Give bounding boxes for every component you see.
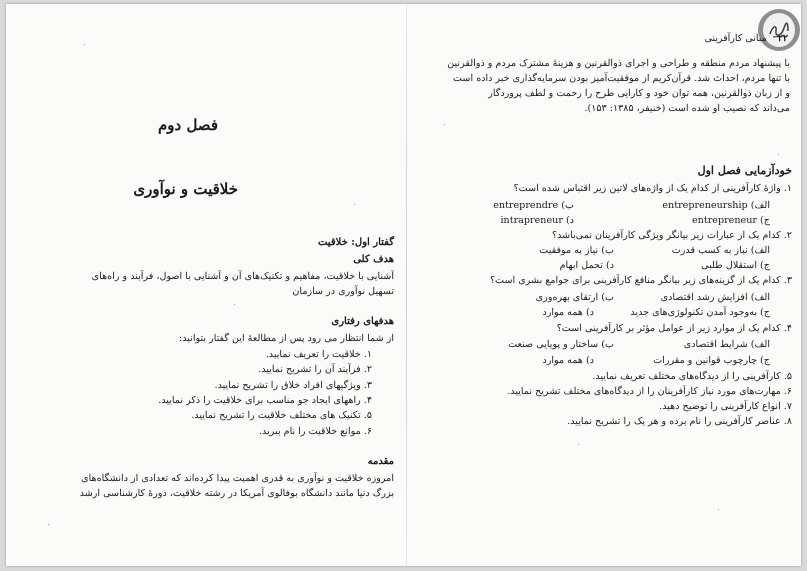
intro-line-2: بزرگ دنیا مانند دانشگاه بوفالوی آمریکا در رشته خلاقیت، دورهٔ کارشناسی ارشد: [79, 488, 394, 499]
question-1-option-c: ج) entrepreneur: [691, 215, 770, 226]
behavioral-goal-item: ۴. راههای ایجاد جو مناسب برای خلاقیت را ذکر نمایید.: [158, 395, 372, 406]
question-3-option-a: الف) افزایش رشد اقتصادی: [660, 292, 770, 303]
question-4-option-c: ج) چارچوب قوانین و مقررات: [653, 355, 770, 366]
question-2-option-b: ب) نیاز به موفقیت: [539, 245, 614, 256]
intro-line-1: با پیشنهاد مردم منطقه و طراحی و اجرای ذوالقرنین و هزینهٔ مشترک مردم و ذوالقرنین: [447, 58, 790, 69]
question-4-option-d: د) همه موارد: [542, 355, 594, 366]
general-goal-line-1: آشنایی با خلاقیت، مفاهیم و تکنیک‌های آن و آشنایی با اصول، فرآیند و راه‌های: [91, 271, 394, 282]
question-8: ۸. عناصر کارآفرینی را نام برده و هر یک را تشریح نمایید.: [567, 416, 792, 427]
question-3-option-d: د) همه موارد: [542, 307, 594, 318]
running-title: مبانی کارآفرینی: [704, 33, 767, 44]
question-3-option-c: ج) به‌وجود آمدن تکنولوژی‌های جدید: [630, 307, 770, 318]
left-page: [24, 4, 398, 566]
question-3: ۳. کدام یک از گزینه‌های زیر بیانگر منافع کارآفرینی برای جوامع بشری است؟: [489, 275, 792, 286]
intro-line-4: می‌داند که نصیب او شده است (خنیفر، ۱۳۸۵: ۱۵۳).: [584, 103, 790, 114]
behavioral-goal-item: ۲. فرآیند آن را تشریح نمایید.: [258, 364, 372, 375]
question-1-option-b: ب) entreprendre: [493, 200, 574, 211]
behavioral-goal-item: ۵. تکنیک های مختلف خلاقیت را تشریح نمایید.: [191, 410, 372, 421]
question-1-option-d: د) intrapreneur: [500, 215, 574, 226]
behavioral-goal-item: ۳. ویژگیهای افراد خلاق را تشریح نمایید.: [214, 380, 372, 391]
intro-heading: مقدمه: [367, 456, 394, 467]
behavioral-goal-item: ۱. خلاقیت را تعریف نمایید.: [265, 349, 372, 360]
question-1: ۱. واژهٔ کارآفرینی از کدام یک از واژه‌های لاتین زیر اقتباس شده است؟: [513, 183, 792, 194]
question-5: ۵. کارآفرینی را از دیدگاه‌های مختلف تعریف نمایید.: [592, 371, 792, 382]
behavioral-goals-heading: هدفهای رفتاری: [331, 316, 394, 327]
book-spread: [6, 4, 801, 566]
behavioral-goals-intro: از شما انتظار می رود پس از مطالعهٔ این گفتار بتوانید:: [179, 333, 394, 344]
question-2-option-d: د) تحمل ابهام: [559, 260, 614, 271]
intro-line-3: و از زبان ذوالقرنین، همه توان خود و کارایی طرح را رحمت و لطف پروردگار: [488, 88, 790, 99]
question-1-option-a: الف) entrepreneurship: [662, 200, 770, 211]
question-2-option-a: الف) نیاز به کسب قدرت: [671, 245, 770, 256]
right-page: [418, 4, 796, 566]
running-head: [418, 32, 788, 46]
question-3-option-b: ب) ارتقای بهره‌وری: [535, 292, 614, 303]
question-2: ۲. کدام یک از عبارات زیر بیانگر ویژگی کارآفرینان نمی‌باشد؟: [552, 230, 792, 241]
question-6: ۶. مهارت‌های مورد نیاز کارآفرینان را از دیدگاه‌های مختلف تشریح نمایید.: [507, 386, 792, 397]
chapter-label: فصل دوم: [158, 116, 218, 134]
part-title: گفتار اول: خلاقیت: [317, 237, 394, 248]
behavioral-goal-item: ۶. موانع خلاقیت را نام ببرید.: [259, 426, 372, 437]
question-2-option-c: ج) استقلال طلبی: [701, 260, 770, 271]
general-goal-heading: هدف کلی: [353, 254, 394, 265]
intro-line-1: امروزه خلاقیت و نوآوری به قدری اهمیت پیدا کرده‌اند که تعدادی از دانشگاه‌های: [81, 473, 394, 484]
intro-line-2: با تنها مردم، احداث شد. قرآن‌کریم از موفقیت‌آمیز بودن سرمایه‌گذاری خبر داده است: [453, 73, 790, 84]
question-7: ۷. انواع کارآفرینی را توضیح دهید.: [659, 401, 792, 412]
page-gutter: [406, 4, 407, 566]
general-goal-line-2: تسهیل نوآوری در سازمان: [292, 286, 394, 297]
self-test-title: خودآزمایی فصل اول: [697, 164, 792, 177]
question-4-option-a: الف) شرایط اقتصادی: [683, 339, 770, 350]
chapter-title: خلاقیت و نوآوری: [133, 180, 238, 198]
question-4: ۴. کدام یک از موارد زیر از عوامل مؤثر بر کارآفرینی است؟: [556, 323, 792, 334]
page-number: ۲۲: [777, 33, 788, 44]
question-4-option-b: ب) ساختار و پویایی صنعت: [508, 339, 614, 350]
